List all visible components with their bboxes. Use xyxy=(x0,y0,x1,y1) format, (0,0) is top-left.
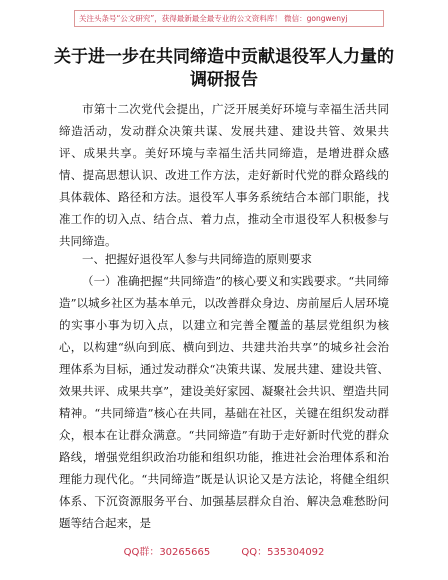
promo-banner: 关注头条号“公文研究”，获得最新最全最专业的公文资料库！ 微信：gongwenyj xyxy=(74,10,384,27)
footer xyxy=(0,543,448,558)
title-line-2: 调研报告 xyxy=(190,70,258,90)
footer-qq-group: QQ群：30265665 xyxy=(123,547,211,558)
footer-qq: QQ：535304092 xyxy=(241,547,325,558)
subsection-text: （一）准确把握“共同缔造”的核心要义和实践要求。“共同缔造”以城乡社区为基本单元，以改善群众身边、房前屋后人居环境的实事小事为切入点，以建立和完善全覆盖的基层党组织为核心，以构建“纵向到底、横向到边、共建共治共享”的城乡社会治理体系为目标，通过发动群众“决策共谋、发展共建、建设共管、效果共评、成果共享”，建设美好家园、凝聚社会共识、塑造共同精神。“共同缔造”核心在共同，基础在社区，关键在组织发动群众，根本在让群众满意。“共同缔造”有助于走好新时代党的群众路线，增强党组织政治功能和组织功能，推进社会治理体系和治理能力现代化。“共同缔造”既是认识论又是方法论，将健全组织体系、下沉资源服务平台、加强基层群众自治、解决急难愁盼问题等结合起来，是 xyxy=(59,274,389,530)
intro-text: 市第十二次党代会提出，广泛开展美好环境与幸福生活共同缔造活动，发动群众决策共谋、发展共建、建设共管、效果共评、成果共享。美好环境与幸福生活共同缔造，是增进群众感情、提高思想认识、改进工作方法，走好新时代党的群众路线的具体载体、路径和方法。退役军人事务系统结合本部门职能，找准工作的切入点、结合点、着力点，推动全市退役军人积极参与共同缔造。 xyxy=(59,102,389,248)
title-line-1: 关于进一步在共同缔造中贡献退役军人力量的 xyxy=(54,47,394,67)
intro-paragraph xyxy=(59,98,389,252)
section-heading xyxy=(59,248,389,270)
document-title xyxy=(40,46,408,92)
subsection-paragraph xyxy=(59,270,389,534)
section-heading-text: 一、把握好退役军人参与共同缔造的原则要求 xyxy=(82,252,312,266)
